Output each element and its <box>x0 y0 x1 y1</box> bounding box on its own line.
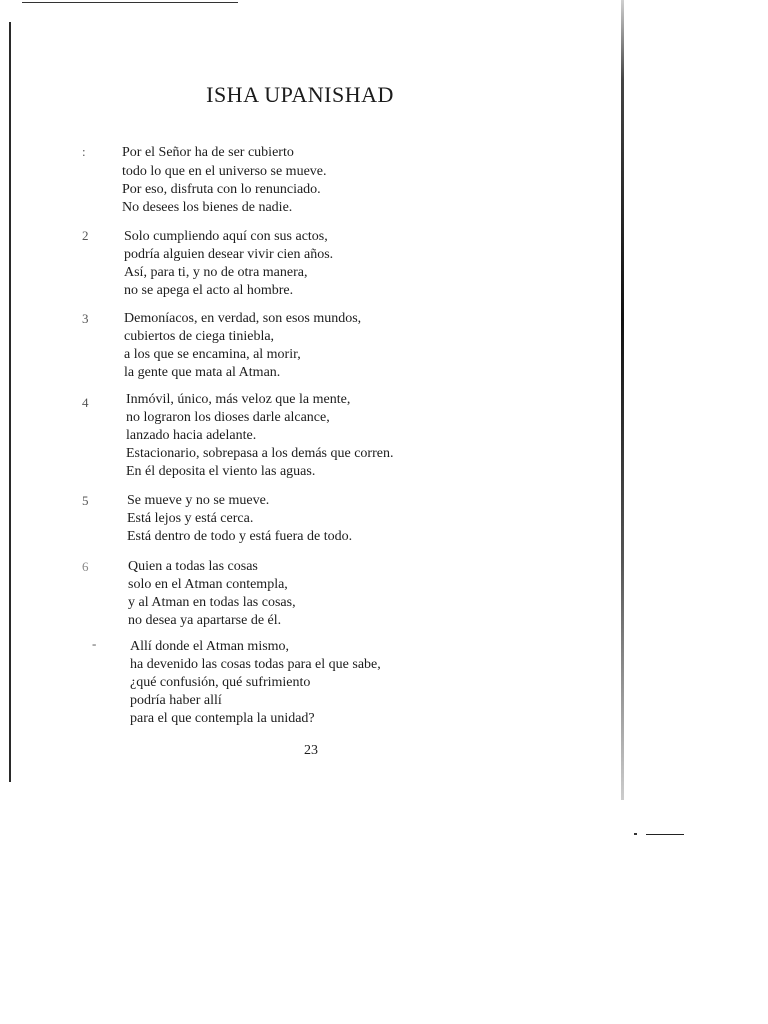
verse-line: Estacionario, sobrepasa a los demás que corren. <box>126 446 394 461</box>
stanza-number: 2 <box>82 228 89 243</box>
verse-line: Solo cumpliendo aquí con sus actos, <box>124 229 328 244</box>
scan-edge-line <box>22 2 238 3</box>
verse-line: No desees los bienes de nadie. <box>122 200 293 215</box>
verse-line: Quien a todas las cosas <box>128 559 258 574</box>
stanza-number: : <box>82 144 86 159</box>
verse-line: para el que contempla la unidad? <box>130 711 315 726</box>
verse-line: ha devenido las cosas todas para el que sabe, <box>130 657 381 672</box>
verse-line: Inmóvil, único, más veloz que la mente, <box>126 392 351 407</box>
verse-line: Así, para ti, y no de otra manera, <box>124 265 308 280</box>
stanza-number: 3 <box>82 311 89 326</box>
stanza-number: 4 <box>82 395 89 410</box>
verse-line: la gente que mata al Atman. <box>124 365 281 380</box>
stanza-number: - <box>92 636 97 651</box>
page-number: 23 <box>304 743 318 758</box>
verse-line: todo lo que en el universo se mueve. <box>122 164 327 179</box>
verse-line: En él deposita el viento las aguas. <box>126 464 316 479</box>
stanza-number: 5 <box>82 493 89 508</box>
verse-line: no desea ya apartarse de él. <box>128 613 282 628</box>
verse-line: lanzado hacia adelante. <box>126 428 257 443</box>
verse-line: podría alguien desear vivir cien años. <box>124 247 334 262</box>
verse-line: cubiertos de ciega tiniebla, <box>124 329 275 344</box>
verse-line: solo en el Atman contempla, <box>128 577 288 592</box>
book-spine-shadow <box>9 22 11 782</box>
verse-line: Demoníacos, en verdad, son esos mundos, <box>124 311 362 326</box>
verse-line: Por eso, disfruta con lo renunciado. <box>122 182 321 197</box>
verse-line: Está lejos y está cerca. <box>127 511 254 526</box>
verse-line: Se mueve y no se mueve. <box>127 493 270 508</box>
verse-line: Por el Señor ha de ser cubierto <box>122 145 294 160</box>
scan-mark-line <box>646 834 684 835</box>
verse-line: no se apega el acto al hombre. <box>124 283 294 298</box>
verse-line: ¿qué confusión, qué sufrimiento <box>130 675 311 690</box>
verse-line: y al Atman en todas las cosas, <box>128 595 296 610</box>
page-edge-shadow <box>621 0 624 800</box>
verse-line: Allí donde el Atman mismo, <box>130 639 290 654</box>
verse-line: a los que se encamina, al morir, <box>124 347 301 362</box>
scan-mark <box>634 833 637 835</box>
stanza-number: 6 <box>82 559 89 574</box>
verse-line: Está dentro de todo y está fuera de todo. <box>127 529 353 544</box>
verse-line: no lograron los dioses darle alcance, <box>126 410 330 425</box>
verse-line: podría haber allí <box>130 693 222 708</box>
page-title: ISHA UPANISHAD <box>206 82 394 107</box>
